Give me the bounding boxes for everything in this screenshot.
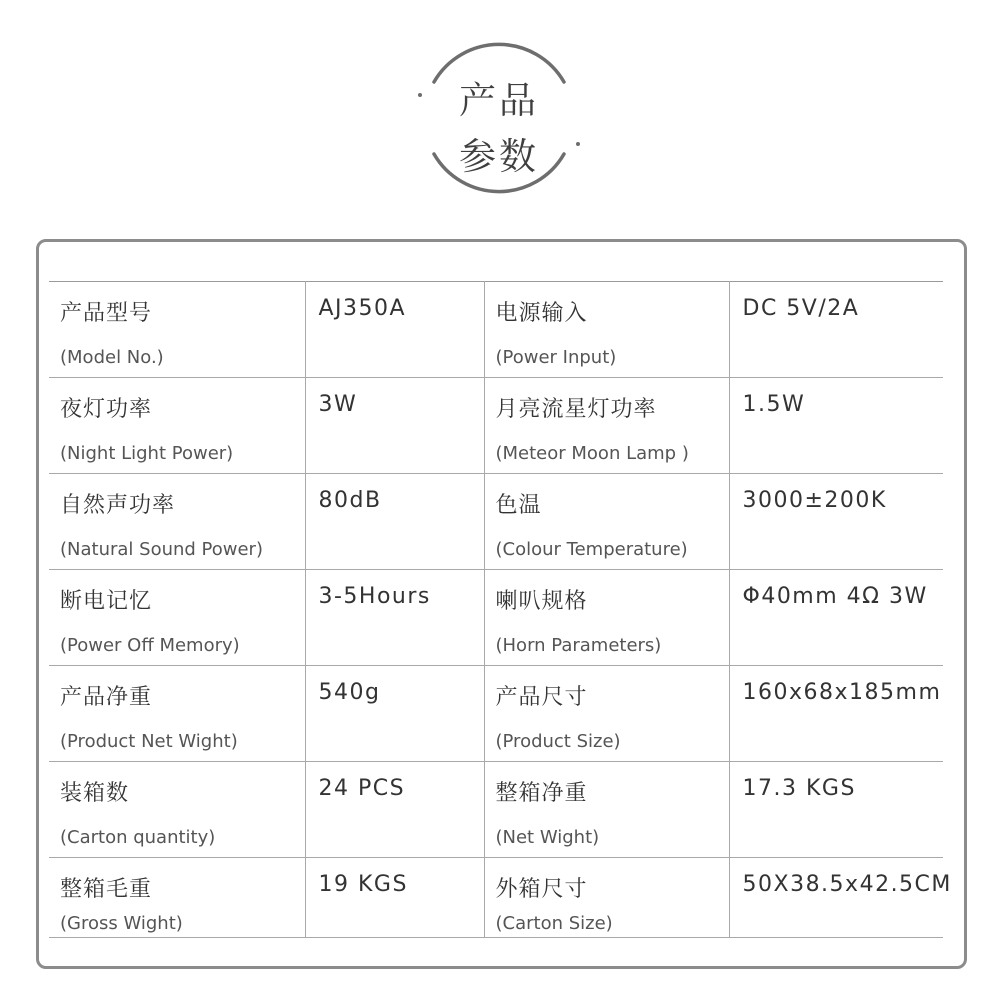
spec-value-cell [305,474,484,570]
spec-label-zh: 产品型号 [60,301,153,326]
table-row [49,858,943,938]
table-row [49,666,943,762]
spec-value-cell [305,282,484,378]
spec-label-en: (Model No.) [60,347,164,368]
spec-value: Φ40mm 4Ω 3W [742,584,928,609]
spec-label-cell [49,378,305,474]
spec-value: 19 KGS [318,872,408,897]
spec-value-cell [729,762,943,858]
badge-title-line1: 产品 [459,79,539,122]
table-row [49,282,943,378]
spec-value: AJ350A [318,296,407,321]
spec-value-cell [305,762,484,858]
spec-label-zh: 断电记忆 [60,589,153,614]
spec-value-cell [729,378,943,474]
spec-label-zh: 整箱净重 [495,781,588,806]
table-row [49,762,943,858]
spec-value: 3000±200K [742,488,887,513]
badge-title-line2: 参数 [459,135,539,178]
spec-label-en: (Gross Wight) [60,913,183,934]
spec-label-zh: 装箱数 [60,781,130,806]
table-row [49,474,943,570]
spec-value-cell [305,378,484,474]
spec-label-zh: 自然声功率 [60,493,176,518]
spec-label-cell [484,762,729,858]
spec-label-zh: 电源输入 [495,301,588,326]
spec-label-zh: 月亮流星灯功率 [495,397,657,422]
table-row [49,378,943,474]
spec-value: 1.5W [742,392,806,417]
spec-value: 160x68x185mm [742,680,942,705]
spec-label-zh: 夜灯功率 [60,397,153,422]
spec-label-cell [484,666,729,762]
spec-table [49,281,952,938]
spec-label-en: (Product Net Wight) [60,731,238,752]
spec-label-cell [484,858,729,938]
spec-label-cell [484,570,729,666]
spec-label-cell [49,570,305,666]
spec-label-cell [49,474,305,570]
spec-value-cell [305,666,484,762]
spec-label-en: (Natural Sound Power) [60,539,263,560]
spec-value: 17.3 KGS [742,776,856,801]
spec-label-en: (Carton quantity) [60,827,216,848]
spec-label-en: (Product Size) [495,731,621,752]
spec-value-cell [729,282,943,378]
spec-label-en: (Meteor Moon Lamp ) [495,443,689,464]
spec-label-en: (Night Light Power) [60,443,234,464]
spec-label-cell [484,378,729,474]
spec-value-cell [729,474,943,570]
spec-value: 80dB [318,488,382,513]
spec-label-en: (Net Wight) [495,827,600,848]
spec-value-cell [729,666,943,762]
section-title-badge [413,32,585,204]
spec-label-cell [484,474,729,570]
table-row [49,570,943,666]
spec-label-zh: 产品尺寸 [495,685,588,710]
spec-label-zh: 外箱尺寸 [495,877,588,902]
spec-label-cell [49,762,305,858]
spec-label-en: (Colour Temperature) [495,539,688,560]
spec-label-cell [49,858,305,938]
spec-label-zh: 色温 [495,493,542,518]
spec-value-cell [305,858,484,938]
spec-label-cell [49,666,305,762]
spec-label-en: (Power Off Memory) [60,635,240,656]
spec-value: 3-5Hours [318,584,431,609]
spec-label-zh: 喇叭规格 [495,589,588,614]
spec-value: 50X38.5x42.5CM [742,872,952,897]
spec-label-en: (Power Input) [495,347,617,368]
spec-label-zh: 产品净重 [60,685,153,710]
spec-label-cell [49,282,305,378]
spec-value-cell [729,858,952,938]
spec-label-en: (Carton Size) [495,913,613,934]
spec-value: 3W [318,392,358,417]
spec-value: 24 PCS [318,776,406,801]
spec-label-cell [484,282,729,378]
spec-value: 540g [318,680,381,705]
spec-value-cell [305,570,484,666]
spec-label-zh: 整箱毛重 [60,877,153,902]
spec-value: DC 5V/2A [742,296,860,321]
spec-label-en: (Horn Parameters) [495,635,662,656]
spec-value-cell [729,570,943,666]
